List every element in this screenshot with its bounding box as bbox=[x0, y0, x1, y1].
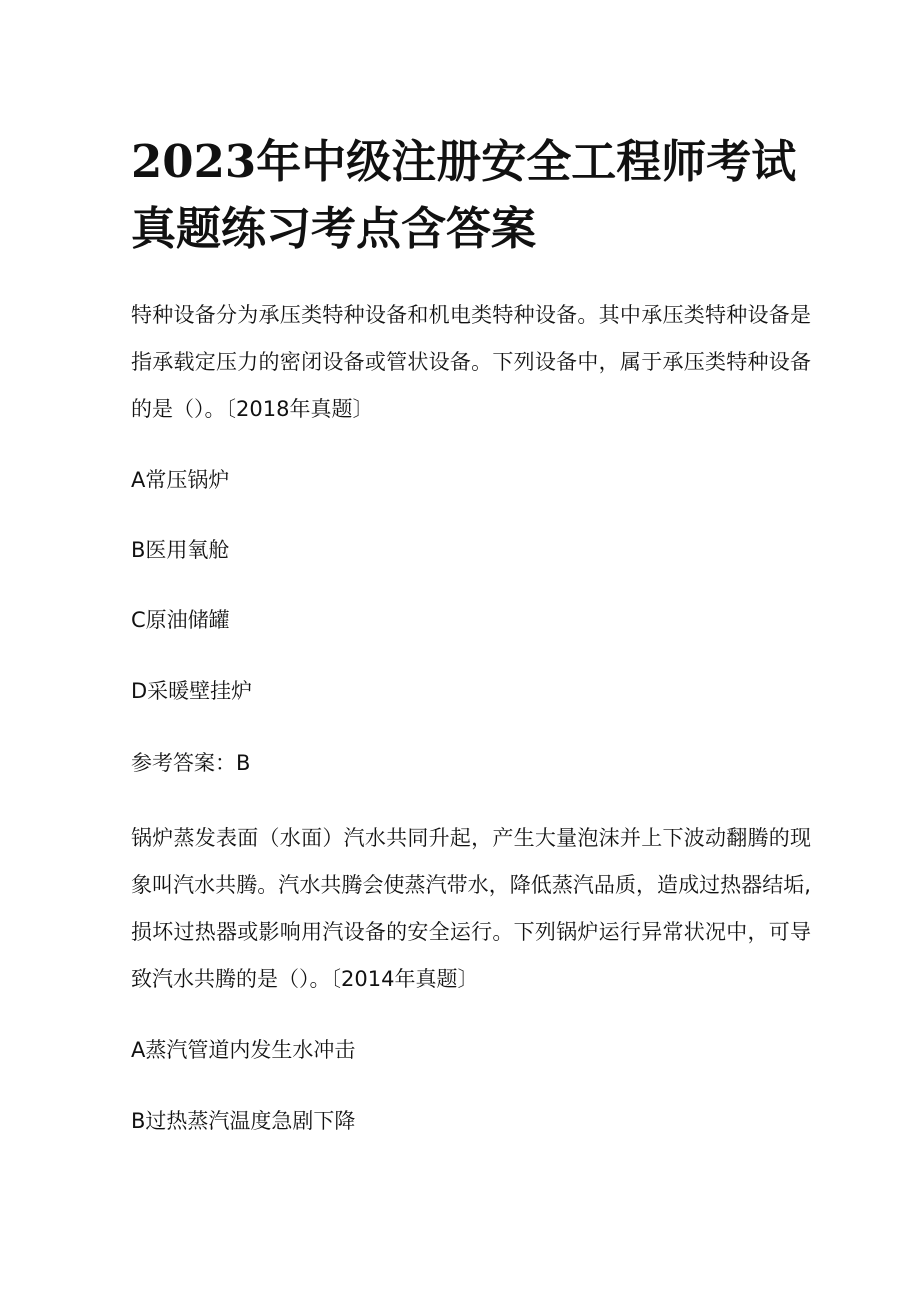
document-title: 2023年中级注册安全工程师考试真题练习考点含答案 bbox=[131, 135, 797, 255]
question-1-answer: 参考答案：B bbox=[131, 751, 251, 775]
question-1-stem: 特种设备分为承压类特种设备和机电类特种设备。其中承压类特种设备是指承载定压力的密闭设备或管状设备。下列设备中，属于承压类特种设备的是（）。〔2018年真题〕 bbox=[131, 303, 811, 421]
question-1-option-c: C原油储罐 bbox=[131, 608, 230, 632]
question-2-stem: 锅炉蒸发表面（水面）汽水共同升起，产生大量泡沫并上下波动翻腾的现象叫汽水共腾。汽水共腾会使蒸汽带水，降低蒸汽品质，造成过热器结垢,损坏过热器或影响用汽设备的安全运行。下列锅炉运行异常状况中，可导致汽水共腾的是（）。〔2014年真题〕 bbox=[131, 826, 811, 991]
question-1-option-b: B医用氧舱 bbox=[131, 538, 230, 562]
question-2-option-b: B过热蒸汽温度急剧下降 bbox=[131, 1109, 356, 1133]
question-2-option-a: A蒸汽管道内发生水冲击 bbox=[131, 1038, 356, 1062]
question-1-option-a: A常压锅炉 bbox=[131, 468, 230, 492]
question-1-option-d: D采暖壁挂炉 bbox=[131, 679, 253, 703]
